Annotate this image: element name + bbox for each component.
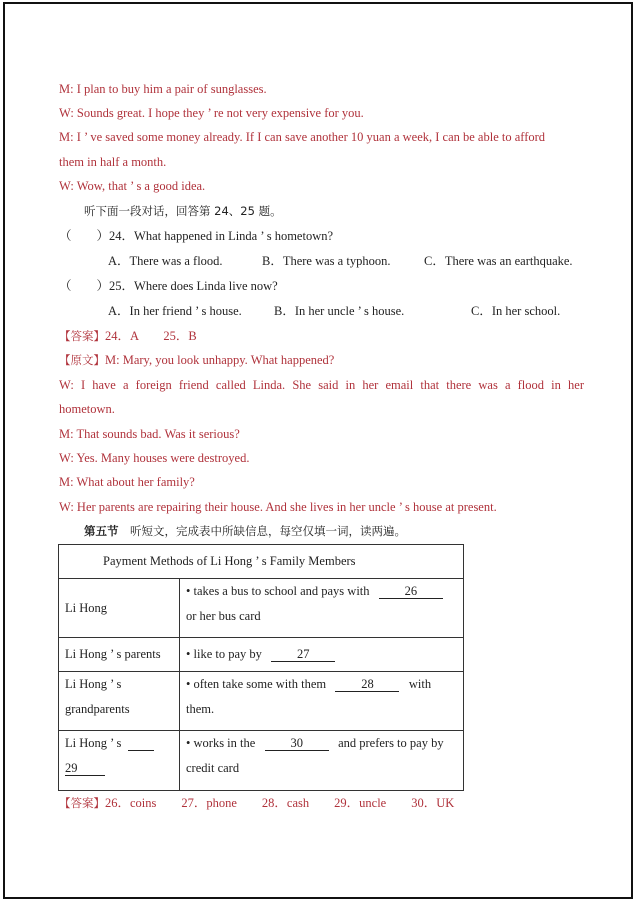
payment-table [58,544,464,791]
transcript-first-line [59,353,334,367]
answer-text: 26．coins 27．phone 28．cash 29．uncle 30．UK [105,796,455,810]
listening-instruction: 听下面一段对话，回答第 24、25 题。 [84,204,282,218]
table-row [59,731,464,791]
section-instruction: 听短文，完成表中所缺信息，每空仅填一词，读两遍。 [130,524,406,538]
table-title: Payment Methods of Li Hong ’ s Family Members [59,545,464,579]
payment-info: • often take some with them 28 with them. [180,672,464,731]
dialogue-line: W: Wow, that ’ s a good idea. [59,179,206,193]
transcript-line: W: I have a foreign friend called Linda. She said in her email that there was a flood in her [59,378,584,392]
answer-paren: （ ） [59,229,110,243]
family-member: Li Hong ’ s parents [59,638,180,672]
family-member: Li Hong ’ s grandparents [59,672,180,731]
dialogue-line: M: I ’ ve saved some money already. If I can save another 10 yuan a week, I can be able to afford [59,130,546,144]
section-label: 第五节 [84,524,119,538]
option-a: A．In her friend ’ s house. [108,304,242,318]
option-a: A．There was a flood. [108,254,223,268]
transcript-text: M: Mary, you look unhappy. What happened? [105,353,335,367]
payment-info: • takes a bus to school and pays with 26 or her bus card [180,579,464,638]
blank-26: 26 [379,585,443,599]
payment-info: • like to pay by 27 [180,638,464,672]
option-c: C．In her school. [471,304,561,318]
transcript-line: M: What about her family? [59,475,195,489]
family-member: Li Hong [59,579,180,638]
question-25 [59,279,278,293]
question-stem: 25．Where does Linda live now? [109,279,278,293]
answer-tag: 【答案】 [59,796,105,810]
answer-paren: （ ） [59,279,110,293]
blank-28: 28 [335,678,399,692]
blank-29: 29 [65,762,105,776]
table-row [59,579,464,638]
answer-tag: 【答案】 [59,329,105,343]
transcript-line: M: That sounds bad. Was it serious? [59,427,240,441]
answer-key [59,329,197,343]
option-b: B．There was a typhoon. [262,254,391,268]
answer-key [59,796,454,810]
table-row [59,638,464,672]
transcript-line: hometown. [59,402,115,416]
dialogue-line: M: I plan to buy him a pair of sunglasses. [59,82,267,96]
table-row [59,672,464,731]
payment-info: • works in the 30 and prefers to pay by credit card [180,731,464,791]
blank-27: 27 [271,648,335,662]
family-member: Li Hong ’ s 29 [59,731,180,791]
answer-text: 24．A 25．B [105,329,197,343]
transcript-tag: 【原文】 [59,353,105,367]
dialogue-line: W: Sounds great. I hope they ’ re not very expensive for you. [59,106,364,120]
transcript-line: W: Her parents are repairing their house. And she lives in her uncle ’ s house at present. [59,500,497,514]
option-b: B．In her uncle ’ s house. [274,304,405,318]
blank-30: 30 [265,737,329,751]
blank-29-underline [128,737,154,751]
dialogue-line: them in half a month. [59,155,167,169]
section-heading [84,524,406,538]
question-stem: 24．What happened in Linda ’ s hometown? [109,229,334,243]
option-c: C．There was an earthquake. [424,254,573,268]
transcript-line: W: Yes. Many houses were destroyed. [59,451,250,465]
question-24 [59,229,333,243]
